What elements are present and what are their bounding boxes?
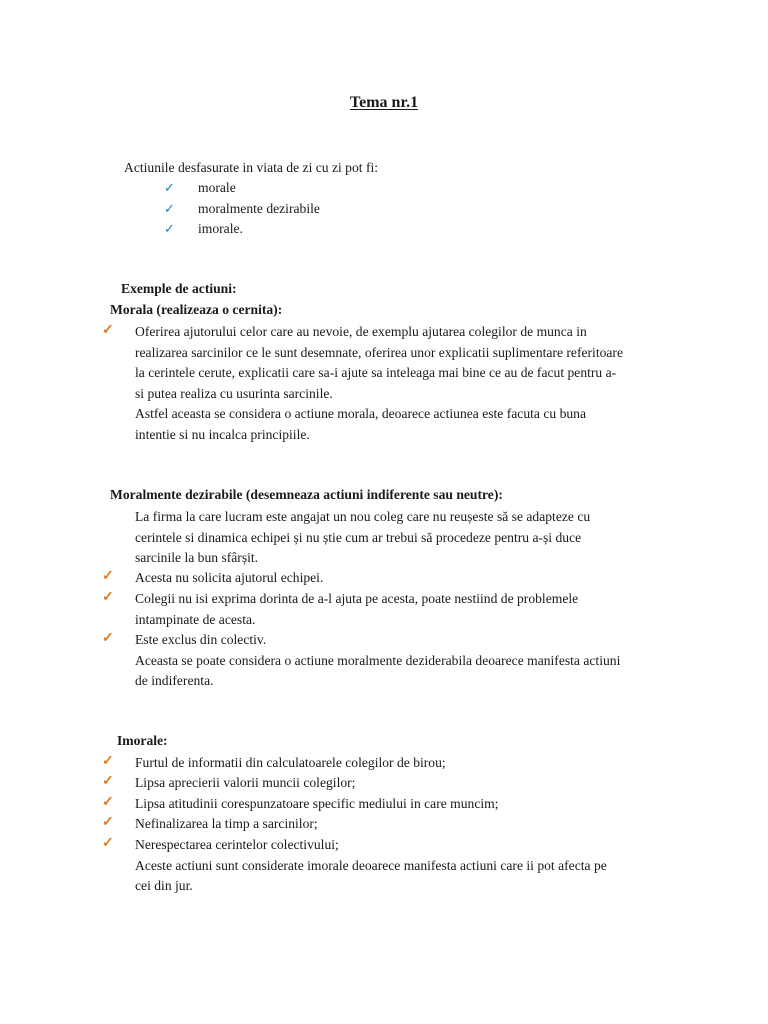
check-icon: ✓ <box>102 774 114 789</box>
check-icon: ✓ <box>102 836 114 851</box>
list-item: Nefinalizarea la timp a sarcinilor; <box>135 816 318 831</box>
text-line: Colegii nu isi exprima dorinta de a-l ajuta pe acesta, poate nestiind de problemele <box>135 591 579 606</box>
text-line: Este exclus din colectiv. <box>135 632 267 647</box>
text-line: Astfel aceasta se considera o actiune morala, deoarece actiunea este facuta cu buna <box>135 406 586 422</box>
list-item <box>135 835 675 897</box>
page-title: Tema nr.1 <box>349 94 419 111</box>
list-item: Furtul de informatii din calculatoarele colegilor de birou; <box>135 755 446 770</box>
text-line: La firma la care lucram este angajat un nou coleg care nu reușeste să se adapteze cu <box>135 509 591 524</box>
check-icon: ✓ <box>164 201 175 216</box>
list-item-label: imorale. <box>198 221 243 236</box>
list-item <box>135 322 675 446</box>
text-line: de indiferenta. <box>135 673 214 689</box>
check-icon: ✓ <box>102 590 114 605</box>
check-icon: ✓ <box>102 569 114 584</box>
text-line: si putea realiza cu usurinta sarcinile. <box>135 385 333 401</box>
check-icon: ✓ <box>102 323 114 338</box>
text-line: Nerespectarea cerintelor colectivului; <box>135 837 339 852</box>
check-icon: ✓ <box>102 754 114 769</box>
text-line: intentie si nu incalca principiile. <box>135 426 310 442</box>
list-item <box>164 201 320 217</box>
list-item: Lipsa aprecierii valorii muncii colegilor; <box>135 775 356 790</box>
list-item <box>135 630 675 692</box>
list-item-label: morale <box>198 180 236 195</box>
text-line: intampinate de acesta. <box>135 611 256 627</box>
check-icon: ✓ <box>164 221 175 236</box>
subsection-heading: Imorale: <box>117 733 168 748</box>
text-line: Aceste actiuni sunt considerate imorale deoarece manifesta actiuni care ii pot afecta pe <box>135 857 607 873</box>
text-line: cerintele si dinamica echipei și nu știe cum ar trebui să procedeze pentru a-și duce <box>135 529 582 545</box>
text-line: Oferirea ajutorului celor care au nevoie, de exemplu ajutarea colegilor de munca in <box>135 324 587 339</box>
section-heading: Exemple de actiuni: <box>121 281 237 296</box>
text-line: cei din jur. <box>135 878 193 894</box>
list-item <box>135 589 675 630</box>
text-line: realizarea sarcinilor ce le sunt desemnate, oferirea unor explicatii suplimentare referitoare <box>135 344 623 360</box>
list-item: Lipsa atitudinii corespunzatoare specific mediului in care muncim; <box>135 796 499 811</box>
list-item-label: moralmente dezirabile <box>198 201 320 216</box>
list-item <box>164 221 243 237</box>
intro-text: Actiunile desfasurate in viata de zi cu zi pot fi: <box>124 160 379 175</box>
list-item <box>164 180 236 196</box>
subsection-heading: Moralmente dezirabile (desemneaza actiuni indiferente sau neutre): <box>110 487 503 502</box>
subsection-heading: Morala (realizeaza o cernita): <box>110 302 283 317</box>
text-line: Aceasta se poate considera o actiune moralmente deziderabila deoarece manifesta actiuni <box>135 652 621 668</box>
check-icon: ✓ <box>102 795 114 810</box>
text-line: la cerintele cerute, explicatii care sa-i ajute sa inteleaga mai bine ce au de facut pentru a- <box>135 365 617 381</box>
list-item: Acesta nu solicita ajutorul echipei. <box>135 570 324 585</box>
check-icon: ✓ <box>164 180 175 195</box>
check-icon: ✓ <box>102 815 114 830</box>
text-line: sarcinile la bun sfârșit. <box>135 550 259 566</box>
check-icon: ✓ <box>102 631 114 646</box>
paragraph <box>135 507 675 569</box>
